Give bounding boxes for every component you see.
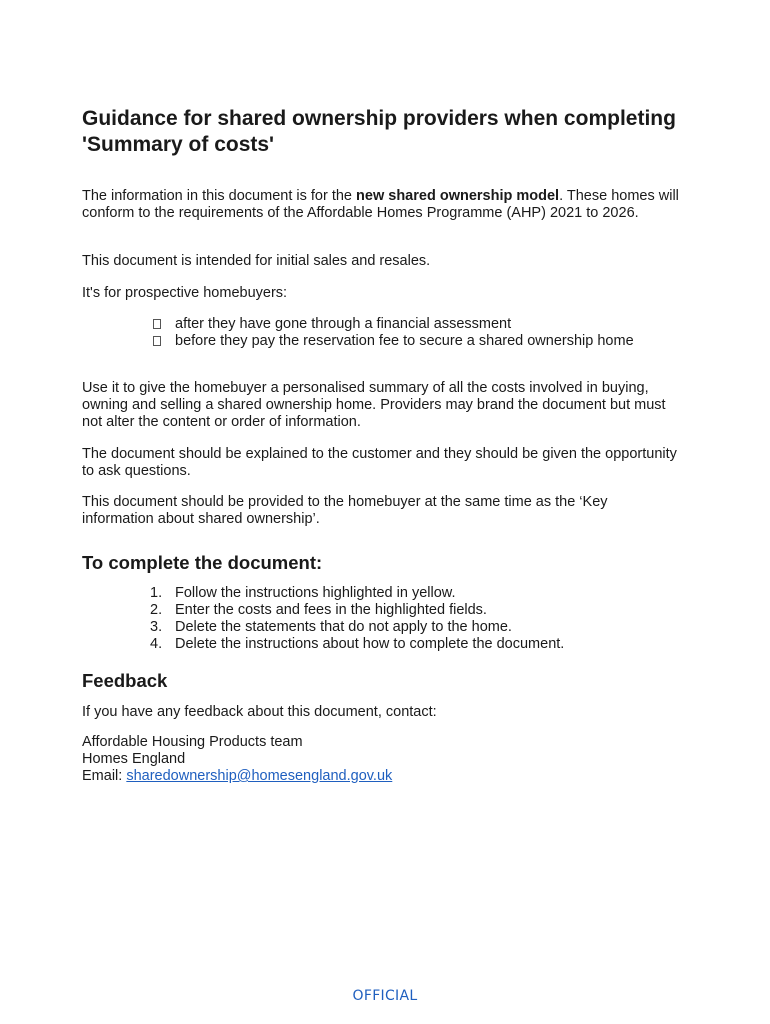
explained-paragraph: The document should be explained to the customer and they should be given the opportunity to ask questions. (82, 446, 677, 479)
bullet-text: after they have gone through a financial assessment (175, 316, 512, 332)
email-label: Email: (82, 768, 127, 784)
instructions-list (82, 585, 682, 653)
step-text: Follow the instructions highlighted in yellow. (175, 585, 456, 601)
contact-team: Affordable Housing Products team (82, 734, 303, 750)
contact-email-line (82, 768, 682, 785)
intro-bold-text: new shared ownership model (356, 188, 560, 204)
contact-block (82, 734, 682, 785)
step-text: Delete the statements that do not apply to the home. (175, 619, 512, 635)
contact-org: Homes England (82, 751, 186, 767)
feedback-intro: If you have any feedback about this document, contact: (82, 704, 437, 720)
intended-paragraph: This document is intended for initial sales and resales. (82, 253, 431, 269)
list-item (82, 619, 682, 636)
intro-text-end: . These homes will conform to the requirements of the Affordable Homes Programme (AHP) 2021 to 2026. (82, 188, 679, 221)
step-number: 3. (150, 619, 163, 635)
bullet-box-icon (153, 336, 161, 346)
document-title: Guidance for shared ownership providers when completing 'Summary of costs' (82, 107, 676, 156)
use-paragraph: Use it to give the homebuyer a personalised summary of all the costs involved in buying, owning and selling a shared ownership home. Providers may brand the document but must not alter the content or order of information. (82, 380, 666, 430)
intro-text-start: The information in this document is for the (82, 188, 357, 204)
intro-paragraph (82, 188, 682, 222)
step-text: Enter the costs and fees in the highlighted fields. (175, 602, 487, 618)
provided-paragraph: This document should be provided to the homebuyer at the same time as the ‘Key information about shared ownership’. (82, 494, 608, 527)
list-item (82, 602, 682, 619)
list-item (82, 636, 682, 653)
step-text: Delete the instructions about how to complete the document. (175, 636, 565, 652)
list-item (82, 333, 682, 350)
step-number: 1. (150, 585, 163, 601)
bullet-text: before they pay the reservation fee to secure a shared ownership home (175, 333, 634, 349)
prospective-paragraph: It's for prospective homebuyers: (82, 285, 288, 301)
bullet-box-icon (153, 319, 161, 329)
homebuyer-bullet-list (82, 316, 682, 350)
complete-heading: To complete the document: (82, 552, 323, 573)
list-item (82, 316, 682, 333)
step-number: 2. (150, 602, 163, 618)
step-number: 4. (150, 636, 163, 652)
footer-classification: OFFICIAL (352, 988, 418, 1004)
email-link[interactable]: sharedownership@homesengland.gov.uk (126, 768, 393, 784)
feedback-heading: Feedback (82, 670, 168, 691)
list-item (82, 585, 682, 602)
